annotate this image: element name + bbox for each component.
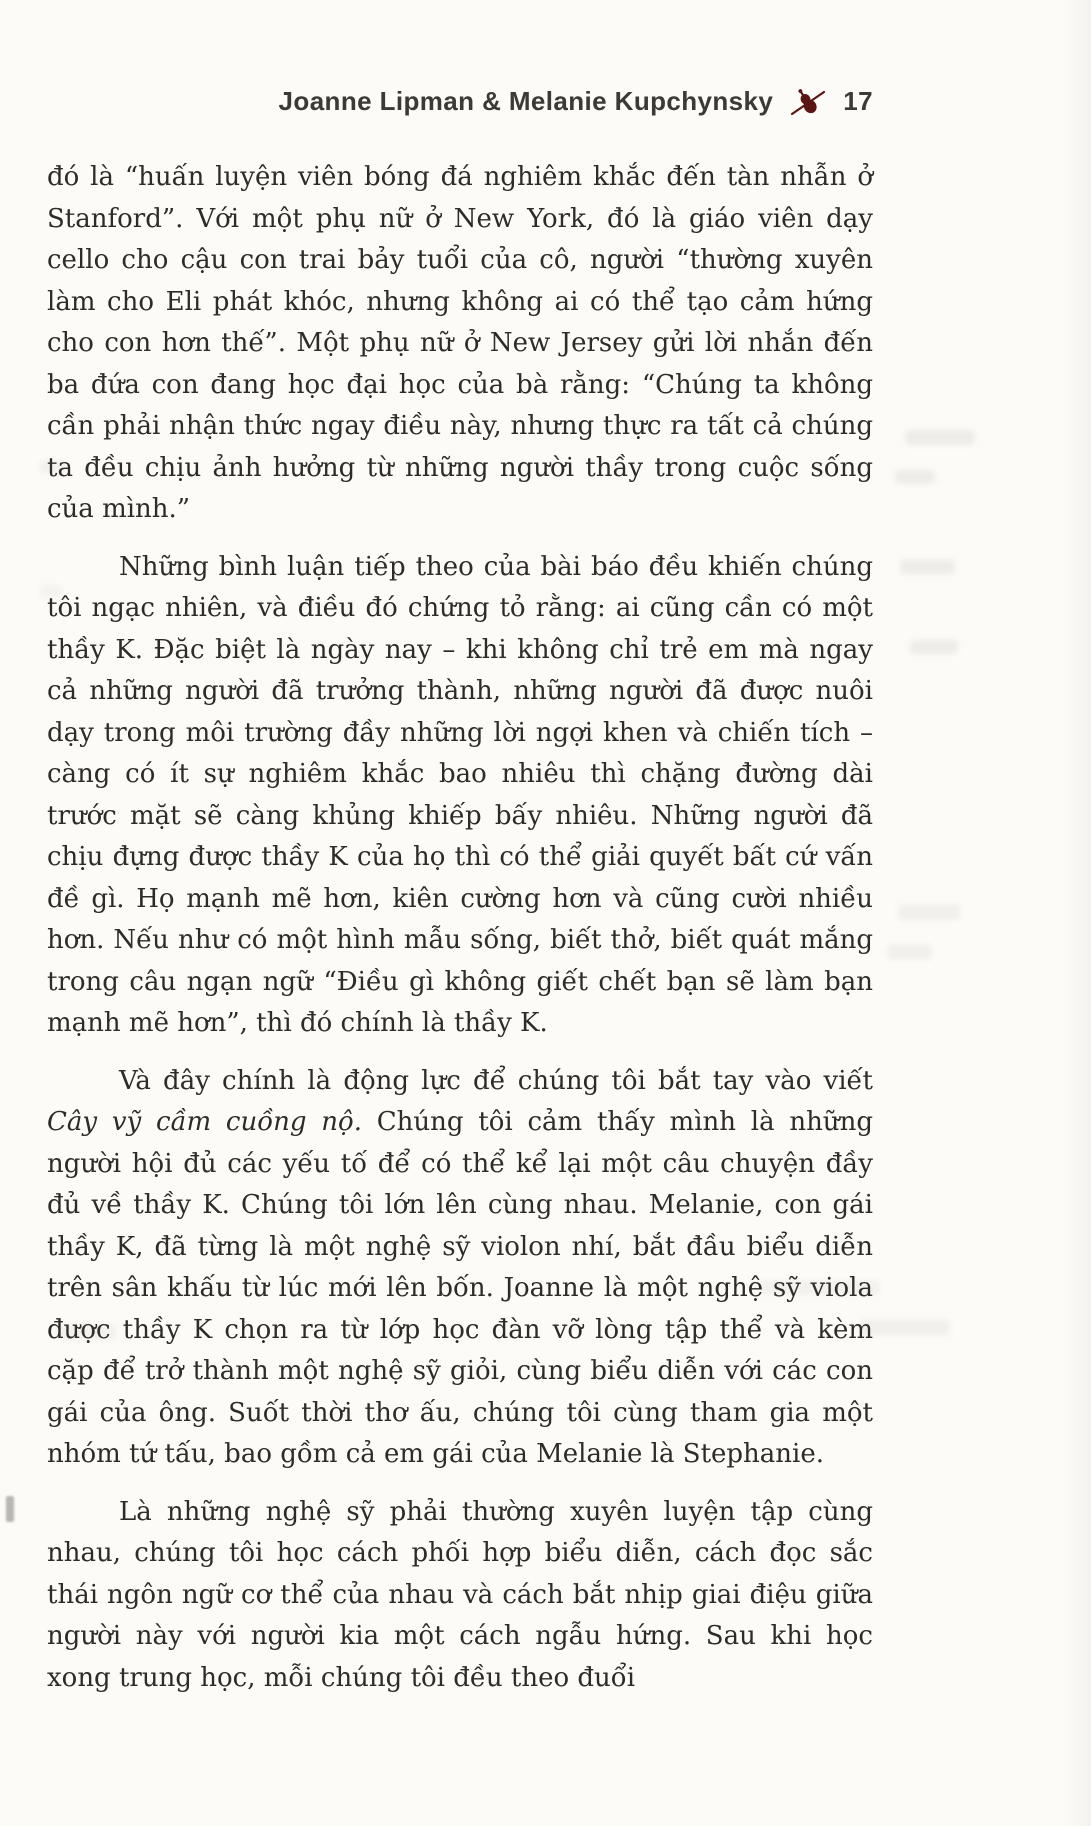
bleed-artifact — [898, 905, 960, 920]
scan-speck — [6, 1496, 14, 1522]
violin-icon — [790, 87, 826, 117]
header-authors: Joanne Lipman & Melanie Kupchynsky — [278, 86, 774, 116]
bleed-artifact — [895, 470, 935, 484]
bleed-artifact — [905, 430, 975, 445]
bleed-artifact — [888, 945, 932, 959]
paragraph: Những bình luận tiếp theo của bài báo đều khiến chúng tôi ngạc nhiên, và điều đó chứng tỏ rằng: ai cũng cần có một thầy K. Đặc biệt là ngày nay – khi không chỉ trẻ em mà ngay cả những người đã trưởng thành, những người đã được nuôi dạy trong môi trường đầy những lời ngợi khen và chiến tích – càng có ít sự nghiêm khắc bao nhiêu thì chặng đường dài trước mặt sẽ càng khủng khiếp bấy nhiêu. Những người đã chịu đựng được thầy K của họ thì có thể giải quyết bất cứ vấn đề gì. Họ mạnh mẽ hơn, kiên cường hơn và cũng cười nhiều hơn. Nếu như có một hình mẫu sống, biết thở, biết quát mắng trong câu ngạn ngữ “Điều gì không giết chết bạn sẽ làm bạn mạnh mẽ hơn”, thì đó chính là thầy K. — [47, 551, 873, 1038]
page-header — [47, 86, 873, 117]
paragraph: đó là “huấn luyện viên bóng đá nghiêm khắc đến tàn nhẫn ở Stanford”. Với một phụ nữ ở New York, đó là giáo viên dạy cello cho cậu con trai bảy tuổi của cô, người “thường xuyên làm cho Eli phát khóc, nhưng không ai có thể tạo cảm hứng cho con hơn thế”. Một phụ nữ ở New Jersey gửi lời nhắn đến ba đứa con đang học đại học của bà rằng: “Chúng ta không cần phải nhận thức ngay điều này, nhưng thực ra tất cả chúng ta đều chịu ảnh hưởng từ những người thầy trong cuộc sống của mình.” — [47, 162, 873, 524]
paragraph: Là những nghệ sỹ phải thường xuyên luyện tập cùng nhau, chúng tôi học cách phối hợp biểu diễn, cách đọc sắc thái ngôn ngữ cơ thể của nhau và cách bắt nhịp giai điệu giữa người này với người kia một cách ngẫu hứng. Sau khi học xong trung học, mỗi chúng tôi đều theo đuổi — [47, 1496, 873, 1693]
page-body — [47, 157, 873, 1699]
book-title-italic: Cây vỹ cầm cuồng nộ. — [47, 1107, 362, 1137]
bleed-artifact — [910, 640, 958, 654]
page-number: 17 — [843, 86, 873, 116]
bleed-artifact — [900, 560, 955, 574]
bleed-artifact — [860, 1320, 950, 1335]
paragraph: Và đây chính là động lực để chúng tôi bắt tay vào viết Cây vỹ cầm cuồng nộ. Chúng tôi cảm thấy mình là những người hội đủ các yếu tố để có thể kể lại một câu chuyện đầy đủ về thầy K. Chúng tôi lớn lên cùng nhau. Melanie, con gái thầy K, đã từng là một nghệ sỹ violon nhí, bắt đầu biểu diễn trên sân khấu từ lúc mới lên bốn. Joanne là một nghệ sỹ viola được thầy K chọn ra từ lớp học đàn vỡ lòng tập thể và kèm cặp để trở thành một nghệ sỹ giỏi, cùng biểu diễn với các con gái của ông. Suốt thời thơ ấu, chúng tôi cùng tham gia một nhóm tứ tấu, bao gồm cả em gái của Melanie là Stephanie. — [47, 1065, 873, 1469]
page-content — [47, 86, 873, 1715]
